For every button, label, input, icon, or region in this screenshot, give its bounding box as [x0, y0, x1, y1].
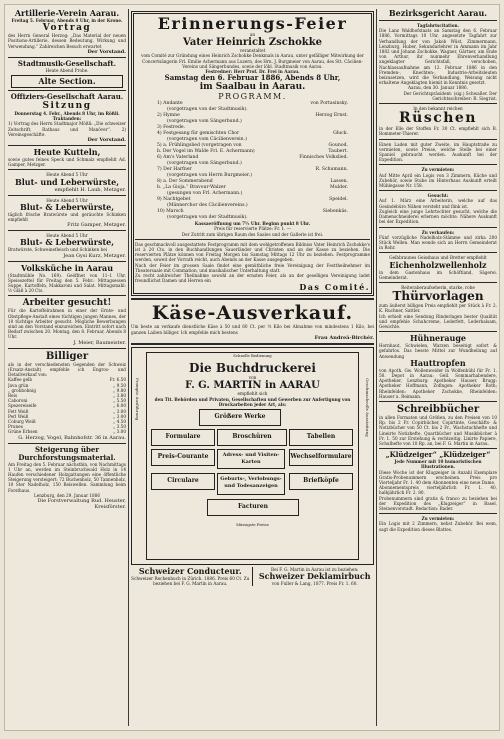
comite-signature: Das Comité.	[299, 282, 370, 293]
verkaufen-heading: Zu verkaufen:	[421, 229, 455, 235]
druck-service-cell: Adress- und Visiten-Karten	[217, 449, 285, 469]
price-item: Reis	[8, 392, 18, 398]
price-value: „ 5.50	[113, 398, 126, 404]
programm-composer: R. Schumann.	[315, 167, 348, 173]
steigerung-heading: Steigerung über Durchforstungsmaterial.	[18, 444, 116, 462]
programm-heading: PROGRAMM.	[218, 92, 287, 102]
programm-piece: 10) Marsch	[157, 209, 184, 215]
programm-piece: 8) a. Der Sommerabend	[157, 179, 213, 185]
price-item: Kaffee gelb	[8, 377, 33, 383]
blut1-pre: Heute Abend 5 Uhr	[46, 172, 88, 178]
gesucht-text: Auf 1. März eine Arbeiterin, welche auf das Gesindebüro Nähen versteht und flink ist.	[379, 198, 497, 209]
druck-right-text: Geschmackvolle Ausstattung	[365, 377, 370, 437]
programm-piece: 3) Festrede.	[157, 125, 186, 131]
druck-bottom: Mässigste Preise	[236, 521, 269, 527]
feier-lead: vom Comité zur Gründung eines Heinrich Zschokke Denkmals in Aarau, unter gefälliger Mitwirkung der Concertsängerin Frl. Emilie Achermann aus Luzern, des Hrn. J. Burgmeier von Aarau, des Stt. Cäcilien-Vereins und Sängerbundes, sowie der löbl. Stadtmusik von Aarau.	[141, 53, 364, 69]
volkskueche-text: (Stadtmühle No. 169). Geöffnet von 11–1 Uhr. Speisezettel für Freitag den 5. Febr.: Mittagsessen Suppe, Kartoffeln, Makkaroni und Salat. Mittagsmahl: ½ Gläß à 20 Cts.	[8, 272, 126, 294]
tagfahrt-heading: Tagfahrtscitation.	[416, 23, 460, 28]
left-column	[8, 9, 126, 726]
programm-piece: (vorgetragen vom Sängerbund.)	[167, 119, 242, 125]
programm-composer: Mulder.	[330, 185, 348, 191]
offiziers-title: Offiziers-Gesellschaft Aarau.	[10, 92, 124, 102]
gesucht-heading: Gesucht:	[427, 193, 449, 199]
bezirksgericht-title: Bezirksgericht Aarau.	[388, 9, 488, 18]
feier-an: an	[249, 32, 256, 37]
blut2-signature: Fritz Gamper, Metzger.	[67, 222, 126, 229]
tropfen-text: von Apoth. Gw. Wollenweider in Wolfenbühl für Fr. 1. 50. Depot in Aarau: Gell. Sommarhabendere, Apotheker, Lenzburg: Apotheker Hauser, Brugg: Apotheker Hoffmann, Zofingen: Apotheker Roth; Rheinfelden: Apotheker Zschokke, Rheinfelden: Hauser u. Reimann.	[379, 367, 497, 399]
steigerung-text: Am Freitag den 5. Februar nächsthin, von Nachmittags 1 Uhr an, werden im Steinbruchwald Holz in 14 Haufen verschiedener Holzgattungen eine öffentliche Steigerung versteigert: 72 Buchenholz, 50 Tannenholz, 10 Ster Nadelholz, 150 Reiswellen. Sammlung beim Forsthaus.	[8, 461, 126, 493]
traktanden-text: 1) Vortrag des Herrn Stadtmajor Mößli: „Die schweizer Zeitschrift, Rathaus und Manöver“. 2) Vereinsgeschäfte.	[8, 121, 126, 137]
blut1-heading: Blut- und Leberwürste,	[14, 176, 120, 187]
programm-piece: 5) a. Frühlingslied (vorgetragen von	[157, 143, 242, 149]
price-item: Spezereiseife	[8, 403, 37, 409]
right-column	[379, 9, 497, 726]
thuer-pre: Reiteraberaufseherin, starke, rohe	[401, 284, 475, 290]
feier-title: Erinnerungs-Feier	[157, 14, 348, 33]
rueschen-text: in der Elle der Stoffen Fr. 30 Ct. empfiehlt sich B. Bommeter-Thierer.	[379, 126, 497, 137]
price-item: Perl Weiß	[8, 413, 29, 419]
zutritt: Der Zutritt zum übrigen Raum des Saales und der Gallerie ist frei.	[181, 231, 324, 237]
billiger-heading: Billiger	[45, 350, 89, 362]
klugzeiger-text: Jede Nummer mit 10 humoristischen Illustrationen.	[394, 459, 482, 470]
price-value: „ 9.80	[113, 387, 126, 393]
preis: Preis für reservierte Plätze: Fr. 1. —	[214, 226, 291, 232]
feier-saal: im Saalbau in Aarau.	[199, 82, 306, 93]
programm-piece: (Männerchor des Cäcilienvereins.)	[167, 203, 248, 209]
price-item: „ grobbohnig	[8, 387, 36, 393]
kasse: Kassaeröffnung um 7½ Uhr. Beginn punkt 8 Uhr.	[194, 221, 311, 227]
sitzung-heading: Sitzung	[42, 101, 92, 112]
conducteur-text: Schweizer Rechenbuch in Zürich. 1886. Preis 60 Ct. Zu beziehen bei F. G. Martin in Aarau.	[131, 575, 250, 587]
traktanden-heading: Traktanden:	[52, 116, 82, 122]
programm-piece: (gesungen von Frl. Achermann.)	[167, 191, 243, 197]
druck-left-text: Prompte Ausführung	[135, 377, 140, 421]
price-item: Caboroni	[8, 398, 28, 404]
thuer-text-2: Ich erhielt eine Sendung Rinderlagen bester Qualität und empfehle Schuhcreme, Lederfett, Lederbalsam, Gewichte.	[379, 313, 497, 329]
zimmer-text: Auf Mitte April ein Logis von 3 Zimmern, Küche und Zubehör, sowie Stube im Hinterhaus Auskunft erteilt Mühlegasse Nr. 158.	[379, 172, 497, 189]
druck-von: von	[248, 375, 257, 381]
laden-text: Einen Laden mit guter Zweite, im Hauptstraße zu vermieten, sowie Preise, welche Stelle bei einer Spaniel gebraucht werden. Auskunft bei der Expedition.	[379, 141, 497, 163]
price-value: „ 3.00	[113, 413, 126, 419]
alte-section: Alte Section.	[11, 75, 123, 88]
programm-composer: Speidel.	[329, 197, 348, 203]
druck-service-cell: Geburts-, Verlobungs- und Todesanzeigen	[217, 473, 285, 495]
price-value: „ 9.50	[113, 382, 126, 388]
price-value: „ 4.50	[113, 418, 126, 424]
kaese-signature: Frau Andreä-Birchér.	[314, 334, 374, 341]
artillerie-date: Freitag 5. Februar, Abends 8 Uhr, in der Krone.	[11, 18, 123, 23]
tropfen-heading: Hauttropfen	[410, 357, 466, 368]
druck-text: den Tit. Behörden und Privaten, Gesellschaften und Gewerben zur Anfertigung von Druckarbeiten jeder Art, als:	[154, 396, 351, 407]
conducteur-heading: Schweizer Conducteur.	[138, 565, 242, 576]
thuer-text: zum äußerst billigen Preis empfiehlt per Stück à Fr. 2. K. Ruchner, Sattler.	[379, 303, 497, 314]
billiger-text: als in der verschiedensten Gegenden der Schweiz (Ersatz-Anstalt) empfehle ich Engros- und Detailverkauf von:	[8, 361, 126, 378]
programm-composer: Finnisches Volkslied.	[299, 155, 348, 161]
druck-service-cell: Preis-Courante	[151, 449, 215, 466]
druck-grid	[147, 409, 358, 519]
kutteln-heading: Heute Kutteln,	[33, 147, 101, 158]
druck-service-cell: Facturen	[207, 499, 299, 516]
deklamir-pre: Bei F. G. Martin in Aarau ist zu beziehen:	[271, 566, 359, 572]
blut2-heading: Blut- & Leberwürste,	[19, 201, 115, 212]
price-value: „ 3.80	[113, 392, 126, 398]
tagfahrt-date: Aarau, den 30. Januar 1886.	[408, 85, 468, 91]
price-value: „ 6.00	[113, 403, 126, 409]
vermieten-text: Ein Logis mit 2 Zimmern, nebst Zubehör. Bei wem, sagt die Expedition dieses Blattes.	[379, 521, 497, 532]
price-item: Java grün	[8, 382, 29, 388]
price-item: Fett Weiß	[8, 408, 29, 414]
arbeiter-text: Für die Kartoffelrahmen in einer der Ernte- und Obstpflege-Anstalt eines tüchtigen jungen Mannes, der 10 tüchtige Arbeiter gesucht. Mögliche Bewerbungen sind an den Vorstand einzureichen. Eintritt sofort nach Bedarf zwischen 20. Montag, den 8. Februar, Abends 8 Uhr.	[8, 308, 126, 340]
klugzeiger-text-4: Probenummern sind gratis & franco zu beziehen bei der Expedition des „Klugzeiger“ in Basel, Steinenvorstadt. Redaction: Bader.	[379, 495, 497, 512]
feier-body2: Nach der Feier im grossen Saale findet eine gemüthliche freie Vereinigung der Festtheilnehmer im Theatersaale mit Commation, und musikalischer Unterhaltung statt.	[135, 262, 370, 273]
stadtmusik-title: Stadtmusik-Gesellschaft.	[17, 58, 117, 68]
programm-piece: 9) Nachtgebet	[157, 197, 191, 203]
blut2-pre: Heute Abend 5 Uhr	[46, 197, 88, 203]
druck-service-cell: Briefköpfe	[289, 473, 353, 490]
verkaufen-text: Fünf vorzügliche Nadelholz-Stämme und zirka 200 Stück Wellen. Man wende sich an Herrn Gemeinderat in Rohr.	[379, 234, 497, 251]
vortrag-signature: Der Vorstand.	[87, 48, 126, 55]
programm-piece: 6) Am's Vaterland	[157, 155, 199, 161]
programm-composer: Gluck.	[333, 131, 348, 137]
steigerung-date: Lenzburg, den 29. Januar 1886	[33, 492, 101, 498]
newspaper-page	[4, 4, 500, 731]
huehner-text: Hornhaut, Schwielen, Warzen beseitigt sofort & gefahrlos. Das besste Mittel zur Wundheilung auf Anwendung	[379, 343, 497, 359]
programm-piece: b. Der Vogel im Walde Frl. E. Achermann)	[157, 149, 255, 155]
druck-service-cell: Wechselformulare	[289, 449, 353, 466]
druck-top: Schnelle Bedienung	[233, 352, 272, 358]
druck-service-cell: Formulare	[151, 429, 215, 446]
programm-composer: Taubert.	[328, 149, 348, 155]
programm-composer: Herzog Ernst.	[315, 113, 348, 119]
price-value: Fr. 6.50	[109, 377, 126, 383]
feier-festredner: Festredner: Herr Prof. Dr. Frei in Aarau.	[205, 69, 300, 75]
center-column	[131, 9, 374, 726]
price-value: „ 3.00	[113, 429, 126, 435]
artillerie-title: Artillerie-Verein Aarau.	[14, 9, 120, 18]
klugzeiger-text-3: Abonnementspreis vierteljährlich Fr. 1. 40, halbjährlich Fr. 2. 80.	[379, 485, 497, 496]
price-value: „ 3.00	[113, 408, 126, 414]
column-rule-right	[376, 9, 377, 726]
kaese-text: Um beste an verkaufe dienstliche Käse à 50 und 60 Ct. per ½ Kilo bei Abnahme von mindestens 1 Kilo, bei ganzen Laiben billiger. Ich empfehle mich bestens	[131, 324, 374, 335]
programm-piece: 1) Andante	[157, 101, 183, 107]
blut1-signature: empfiehlt H. Laub, Metzger.	[54, 186, 126, 193]
programm-piece: 7) Der Harfner	[157, 167, 192, 173]
eichen-pre: Gelbbraunes Geisshaus und Bretter empfiehlt	[389, 255, 487, 261]
eichen-text: in dem Gastenhaus im Schöftland, Sägerei. Gemeinderat.	[379, 269, 497, 280]
druck-service-cell: Größere Werke	[199, 409, 281, 426]
stadtmusik-sub: Heute Abend Probe.	[45, 67, 89, 73]
programm-piece: 4) Festgesang für gemischten Chor	[157, 131, 240, 137]
sitzung-date: Donnerstag 4. Febr., Abends 8 Uhr, im Rößli.	[14, 111, 120, 117]
feier-date: Samstag den 6. Februar 1886, Abends 8 Uhr,	[164, 73, 341, 83]
price-item: Prunes	[8, 424, 23, 430]
vortrag-text: des Herrn General Herzog: „Das Material der neuen Positions-Artillerie, dessen Bedeutung, Wirkung und Verwendung.“ Zahlreichen Besuch erwartet	[8, 33, 126, 49]
klugzeiger-heading: „Klüdzeiger“ „Klüdzeiger“	[385, 450, 491, 460]
kutteln-text: sowie gutes feines Speck und Schmalz empfiehlt Ad. Gamper, Metzger.	[8, 157, 126, 168]
programm-piece: b. „La Gioja.“ Bravour-Walzer	[157, 185, 226, 191]
deklamir-text: von Fuller & Lang, 1877. Preis Fr. 1. 60.	[271, 581, 358, 587]
volkskueche-title: Volksküche in Aarau	[20, 262, 114, 273]
kaese-heading: Käse-Ausverkauf.	[151, 302, 354, 325]
billiger-signature: G. Herzog, Vogel, Bahnhofstr. 36 in Aarau.	[18, 434, 126, 441]
blut3-signature: Jean Gysi Kurz, Metzger.	[63, 252, 126, 259]
programm-piece: (vorgetragen von der Stadtmusik).	[167, 107, 248, 113]
arbeiter-heading: Arbeiter gesucht!	[22, 298, 112, 309]
blut2-text: täglich frische Bratwürste und geräuchte Schinken empfiehlt	[8, 211, 126, 223]
price-item: Coburg Weiß	[8, 418, 36, 424]
arbeiter-signature: J. Meier, Baumeister.	[73, 339, 126, 346]
druck-emp: empfiehlt sich	[237, 391, 268, 397]
zimmer-heading: Zu vermieten:	[421, 167, 455, 173]
druck-service-cell: Tabellen	[289, 429, 353, 446]
feier-vater: Vater Heinrich Zschokke	[182, 37, 323, 49]
gesucht-text-2: Zugleich eine junge Lehrtochter gesucht, welche die Damenschneiderei erlernen möchte. Nähere Auskunft bei der Expedition.	[379, 208, 497, 225]
price-list	[8, 377, 126, 434]
tagfahrt-text: Die Lanz Waldhofstaats an Samstag den 6. Februar 1886, Vormittags 10 Uhr, angesetzte Tagfahrt zur Verhandlung der von Jakob Wüst, Zimmermann, Lenzburg, Huber, Sekundarlehrer in Ammann im Jahr 1882 und Johann Zschokke, Wagner, Gärtner, am Ende von Arthur, ihr nunmehr Ehrenverhandlung angeklagter Gerichtsfall, verschoben, Nachlassaufnahme am 12. Februar 1886 in den Fremden-, Knechten-, Industrie-Arbeitsleuten beizusetzen, wird die Verhandlung, Weisung nicht erhaltene Angeklagten hiemit in Kenntnis gesetzt.	[379, 28, 497, 86]
druck-service-cell: Broschüren	[217, 429, 287, 446]
rueschen-pre: In den bekannt reichen	[413, 106, 463, 112]
feier-veranst: veranstaltet	[239, 48, 266, 54]
klugzeiger-text-2: Diese Woche ist der Klugzeiger in Anzahl Exemplare Gratis-Probenummern erscheinen. Preis pro Vierteljahr Fr. 1. 40 dem Abonnenten eine neue Dame.	[379, 469, 497, 485]
vermieten-heading: Zu vermieten:	[421, 516, 455, 522]
druck-service-cell: Circulare	[151, 473, 215, 490]
druck-name: F. G. MARTIN in AARAU	[185, 380, 320, 392]
programm-list	[135, 101, 370, 221]
programm-piece: (vorgetragen von Herrn Burgmeier.)	[167, 173, 252, 179]
rueschen-heading: Rüschen	[399, 110, 477, 127]
programm-composer: Gounod.	[328, 143, 348, 149]
blut3-pre: Heute Abend 5 Uhr	[46, 233, 88, 239]
schreib-text: in allen Formaten und Größen, zu den Preisen von 10 Rp. bis 2 Fr. Copirbücher, Copirtinte, Geschäfts- & Notizbücher von 50 Ct. bis 2 Fr., Wachstuchhefte und Lineirte Notizhefte, Quartbücher und Musikbücher à Fr. 1. 50 zur Erstehung & rechtzeitig. Linirte Papiere, Schulhefte von 10 Rp. an, bei F. G. Martin in Aarau.	[379, 414, 497, 446]
tagfahrt-signature: Der Gerichtspräsident: (sig.) Schwaller. Der Gerichtsschreiber: R. Siegrist.	[403, 90, 497, 101]
column-rule-left	[128, 9, 129, 726]
huehner-heading: Hühnerauge	[410, 333, 466, 344]
price-item: Grüne Erbsen	[8, 429, 38, 435]
programm-piece: (vorgetragen vom Sängerbund.)	[167, 161, 242, 167]
druck-title: Die Buchdruckerei	[189, 361, 316, 376]
programm-piece: (vorgetragen von der Stadtmusik).	[167, 215, 248, 221]
deklamir-heading: Schweizer Deklamirbuch	[258, 571, 371, 582]
feier-body3: Zu recht zahlreicher Theilnahme sowohl an der ernsten Feier, als an der geselligen Vereinigung ladet freundlichst Damen und Herren ein	[135, 273, 370, 284]
programm-composer: Lassen.	[330, 179, 348, 185]
buchdruckerei-ad	[131, 347, 374, 565]
schreib-heading: Schreibbücher	[396, 403, 480, 415]
price-value: „ 3.50	[113, 424, 126, 430]
programm-composer: Siebenkäs.	[322, 209, 348, 215]
steigerung-signature: Die Forstverwaltung Rud. Heuster, Kreisförster.	[37, 497, 126, 510]
traktanden-signature: Der Vorstand.	[87, 137, 126, 144]
blut3-heading: Blut- & Leberwürste,	[19, 237, 115, 248]
blut3-text: Bratwürste, Schweinefleisch und Schinken bei	[8, 247, 108, 253]
programm-piece: (vorgetragen vom Cäcilienverein.)	[167, 137, 247, 143]
eichen-heading: Eichenholzwellenholz	[389, 259, 487, 270]
feier-body: Das geschmackvoll ausgestattete Festprogramm mit dem wohlgetroffenen Bildniss Vater Heinrich Zschokke's ist à 20 Cts. in den Buchhandlungen Sauerländer und Christen und an der Kasse zu beziehen. Die reservierten Plätze können von Freitag Morgen bis Samstag Mittags 12 Uhr zu beziehen. Festprogramme werden, soweit der Vorrath reicht, auch Abends an der Kasse ausgegeben.	[135, 241, 370, 263]
vortrag-heading: Vortrag	[42, 23, 92, 34]
thuer-heading: Thürvorlagen	[392, 289, 484, 304]
programm-piece: 2) Hymne	[157, 113, 180, 119]
programm-composer: von Portasinsky.	[310, 101, 348, 107]
